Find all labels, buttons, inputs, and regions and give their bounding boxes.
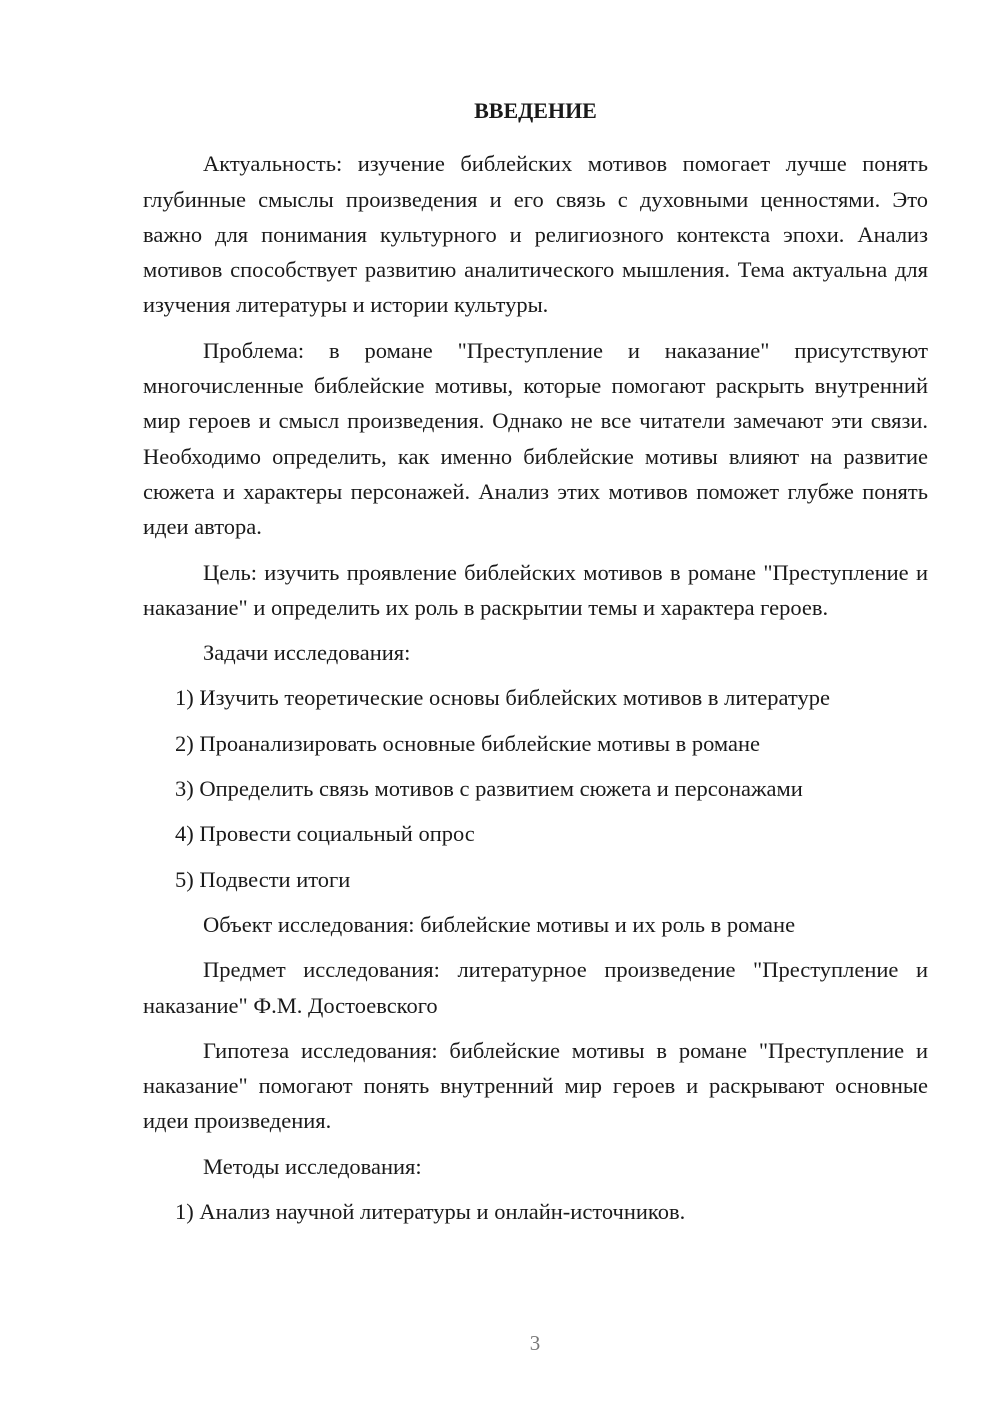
document-page	[143, 93, 928, 1239]
task-item: 1) Изучить теоретические основы библейских мотивов в литературе	[175, 685, 830, 711]
object-paragraph: Объект исследования: библейские мотивы и их роль в романе	[203, 911, 796, 937]
section-title: ВВЕДЕНИЕ	[474, 98, 597, 123]
tasks-heading: Задачи исследования:	[203, 640, 411, 666]
task-item: 3) Определить связь мотивов с развитием сюжета и персонажами	[175, 776, 803, 802]
relevance-paragraph: Актуальность: изучение библейских мотивов помогает лучше понять глубинные смыслы произведения и его связь с духовными ценностями. Это важно для понимания культурного и религиозного контекста эпохи. Анализ мотивов способствует развитию аналитического мышления. Тема актуальна для изучения литературы и истории культуры.	[143, 151, 928, 318]
methods-heading: Методы исследования:	[203, 1153, 422, 1179]
hypothesis-paragraph: Гипотеза исследования: библейские мотивы в романе "Преступление и наказание" помогают понять внутренний мир героев и раскрывают основные идеи произведения.	[143, 1037, 928, 1134]
task-item: 5) Подвести итоги	[175, 866, 351, 892]
problem-paragraph: Проблема: в романе "Преступление и наказание" присутствуют многочисленные библейские мотивы, которые помогают раскрыть внутренний мир героев и смысл произведения. Однако не все читатели замечают эти связи. Необходимо определить, как именно библейские мотивы влияют на развитие сюжета и характеры персонажей. Анализ этих мотивов поможет глубже понять идеи автора.	[143, 337, 928, 540]
task-item: 4) Провести социальный опрос	[175, 821, 475, 847]
page-number: 3	[529, 1331, 541, 1355]
task-item: 2) Проанализировать основные библейские мотивы в романе	[175, 730, 761, 756]
goal-paragraph: Цель: изучить проявление библейских мотивов в романе "Преступление и наказание" и определить их роль в раскрытии темы и характера героев.	[143, 559, 928, 620]
method-item: 1) Анализ научной литературы и онлайн-источников.	[175, 1199, 686, 1225]
subject-paragraph: Предмет исследования: литературное произведение "Преступление и наказание" Ф.М. Достоевского	[143, 957, 928, 1018]
